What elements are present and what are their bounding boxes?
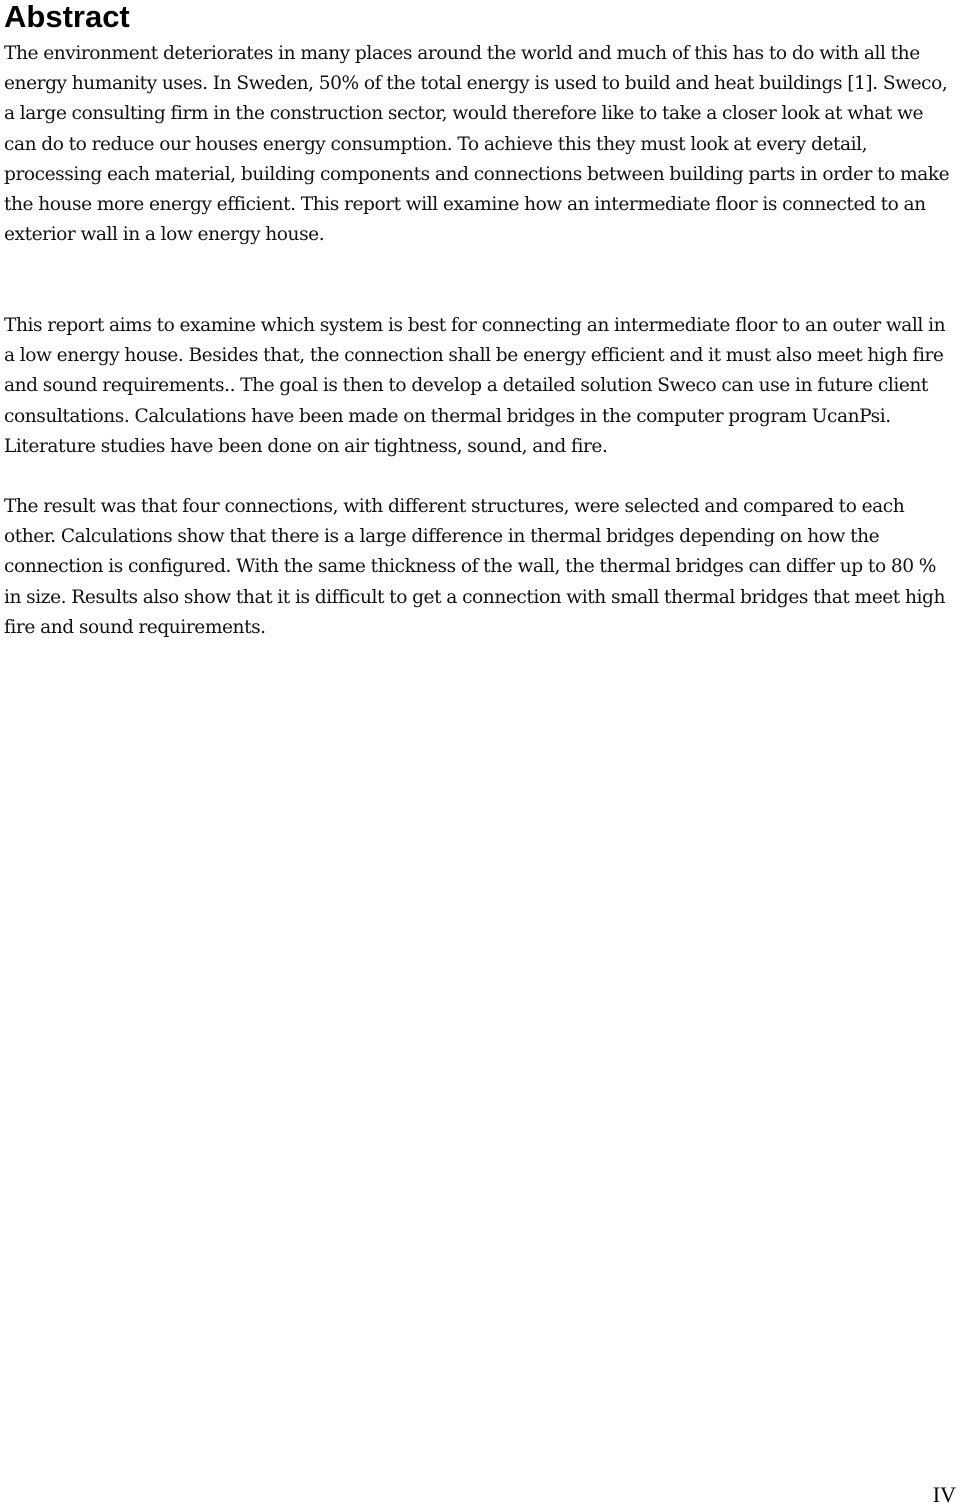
- abstract-heading: Abstract: [4, 0, 130, 34]
- abstract-paragraph-2: This report aims to examine which system is best for connecting an intermediate floor to an outer wall in a low energy house. Besides that, the connection shall be energy efficient and it must also meet high fire and sound requirements.. The goal is then to develop a detailed solution Sweco can use in future client consultations. Calculations have been made on thermal bridges in the computer program UcanPsi. Literature studies have been done on air tightness, sound, and fire.: [4, 315, 946, 457]
- abstract-paragraph-3: The result was that four connections, with different structures, were selected and compared to each other. Calculations show that there is a large difference in thermal bridges depending on how the connection is configured. With the same thickness of the wall, the thermal bridges can differ up to 80 % in size. Results also show that it is difficult to get a connection with small thermal bridges that meet high fire and sound requirements.: [4, 496, 945, 638]
- page-number: IV: [932, 1482, 956, 1507]
- abstract-paragraph-1: The environment deteriorates in many places around the world and much of this has to do with all the energy humanity uses. In Sweden, 50% of the total energy is used to build and heat buildings [1]. Sweco, a large consulting firm in the construction sector, would therefore like to take a closer look at what we can do to reduce our houses energy consumption. To achieve this they must look at every detail, processing each material, building components and connections between building parts in order to make the house more energy efficient. This report will examine how an intermediate floor is connected to an exterior wall in a low energy house.: [4, 43, 950, 246]
